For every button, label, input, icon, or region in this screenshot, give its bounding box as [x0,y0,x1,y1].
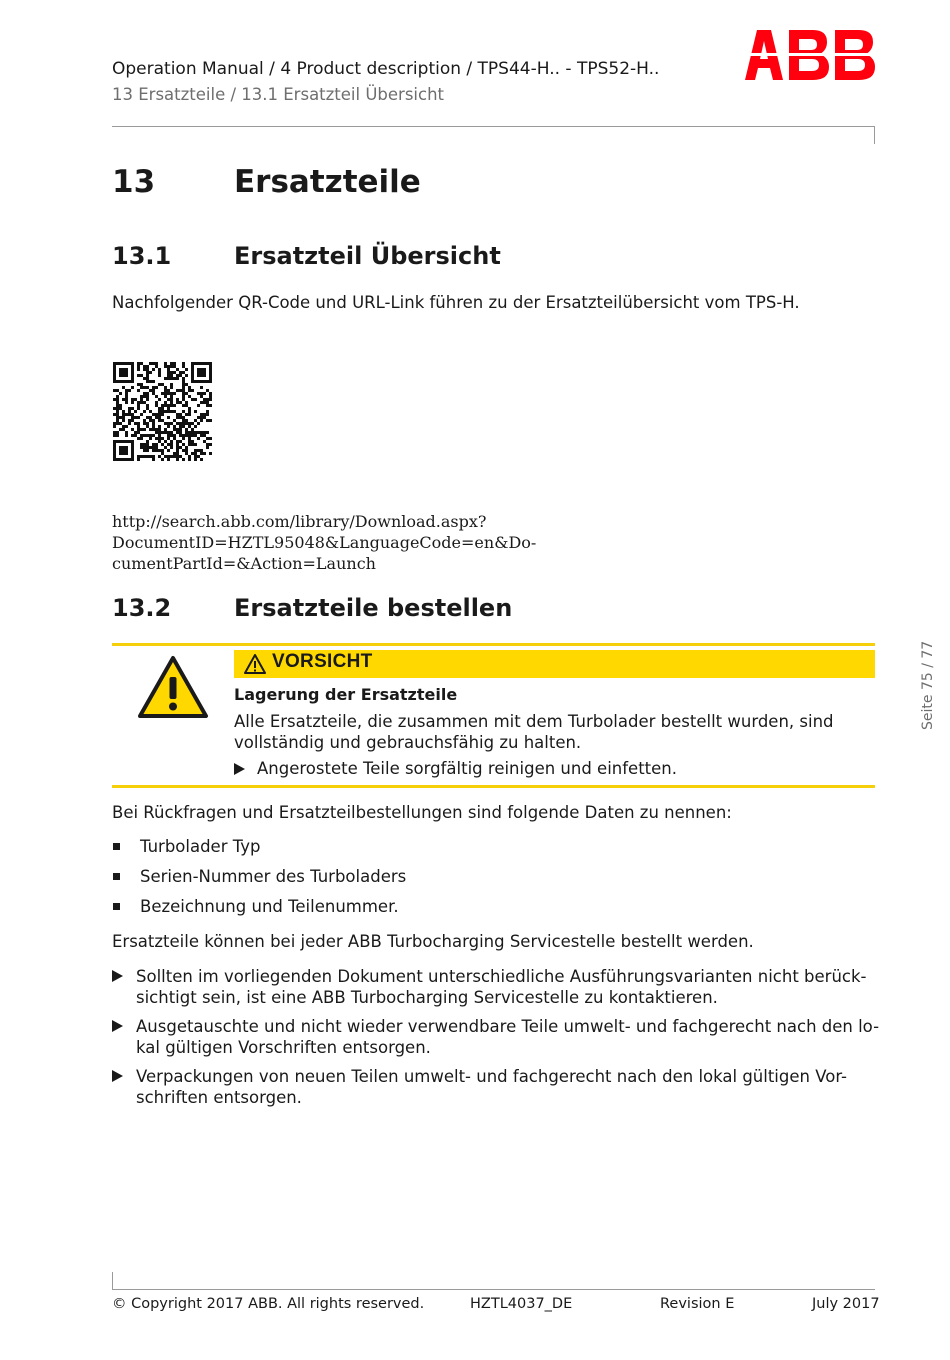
footer-doc-id: HZTL4037_DE [470,1296,573,1312]
list-item [112,897,399,916]
chapter-title: Ersatzteile [234,164,421,200]
paragraph: Bei Rückfragen und Ersatzteilbestellungen sind folgende Daten zu nennen: [112,803,732,822]
warning-action-text: Angerostete Teile sorgfältig reinigen und einfetten. [257,759,678,778]
url-line[interactable]: cumentPartId=&Action=Launch [112,554,376,573]
warning-bottom-rule [112,785,875,788]
arrow-right-icon [234,763,245,775]
list-item-text: Bezeichnung und Teilenummer. [140,897,399,916]
action-text: Sollten im vorliegenden Dokument unterschiedliche Ausführungsvarianten nicht berück-sichtigt sein, ist eine ABB Turbocharging Servicestelle zu kontaktieren. [136,967,867,1007]
header-divider-tick [874,126,875,144]
qr-code-icon[interactable] [113,362,212,461]
action-item [112,1016,882,1058]
bullet-square-icon [113,903,120,910]
footer-copyright: © Copyright 2017 ABB. All rights reserved. [112,1296,425,1312]
action-item [112,1066,882,1108]
list-item [112,837,260,856]
section-number: 13.1 [112,242,172,270]
warning-top-rule [112,643,875,646]
url-line[interactable]: http://search.abb.com/library/Download.aspx?DocumentID=HZTL95048&LanguageCode=en&Do- [112,512,537,552]
action-text: Ausgetauschte und nicht wieder verwendbare Teile umwelt- und fachgerecht nach den lo-kal gültigen Vorschriften entsorgen. [136,1017,880,1057]
footer-date: July 2017 [812,1296,880,1312]
list-item-text: Serien-Nummer des Turboladers [140,867,407,886]
warning-signal-word: VORSICHT [272,651,373,672]
action-item [112,966,882,1008]
side-page-number: Seite 75 / 77 [920,640,936,730]
arrow-right-icon [112,970,123,982]
chapter-number: 13 [112,164,156,200]
list-item-text: Turbolader Typ [140,837,261,856]
warning-title: Lagerung der Ersatzteile [234,685,458,704]
warning-action [234,759,677,778]
list-item [112,867,406,886]
warning-text: Alle Ersatzteile, die zusammen mit dem Turbolader bestellt wurden, sind vollständig und gebrauchsfähig zu halten. [234,712,834,752]
bullet-square-icon [113,843,120,850]
intro-paragraph: Nachfolgender QR-Code und URL-Link führen zu der Ersatzteilübersicht vom TPS-H. [112,293,800,312]
action-text: Verpackungen von neuen Teilen umwelt- und fachgerecht nach den lokal gültigen Vor-schriften entsorgen. [136,1067,848,1107]
footer-divider-tick [112,1272,113,1290]
paragraph: Ersatzteile können bei jeder ABB Turbocharging Servicestelle bestellt werden. [112,932,754,951]
section-title: Ersatzteil Übersicht [234,242,501,270]
warning-small-icon [243,653,267,675]
arrow-right-icon [112,1020,123,1032]
download-link[interactable] [112,511,882,574]
warning-triangle-icon [137,655,209,719]
footer-revision: Revision E [660,1296,735,1312]
bullet-square-icon [113,873,120,880]
arrow-right-icon [112,1070,123,1082]
breadcrumb-sub: 13 Ersatzteile / 13.1 Ersatzteil Übersicht [112,85,445,104]
footer-divider [112,1289,875,1290]
breadcrumb-main: Operation Manual / 4 Product description / TPS44-H.. - TPS52-H.. [112,59,660,79]
section-number: 13.2 [112,594,172,622]
abb-logo [743,30,875,80]
header-divider [112,126,875,127]
section-title: Ersatzteile bestellen [234,594,513,622]
